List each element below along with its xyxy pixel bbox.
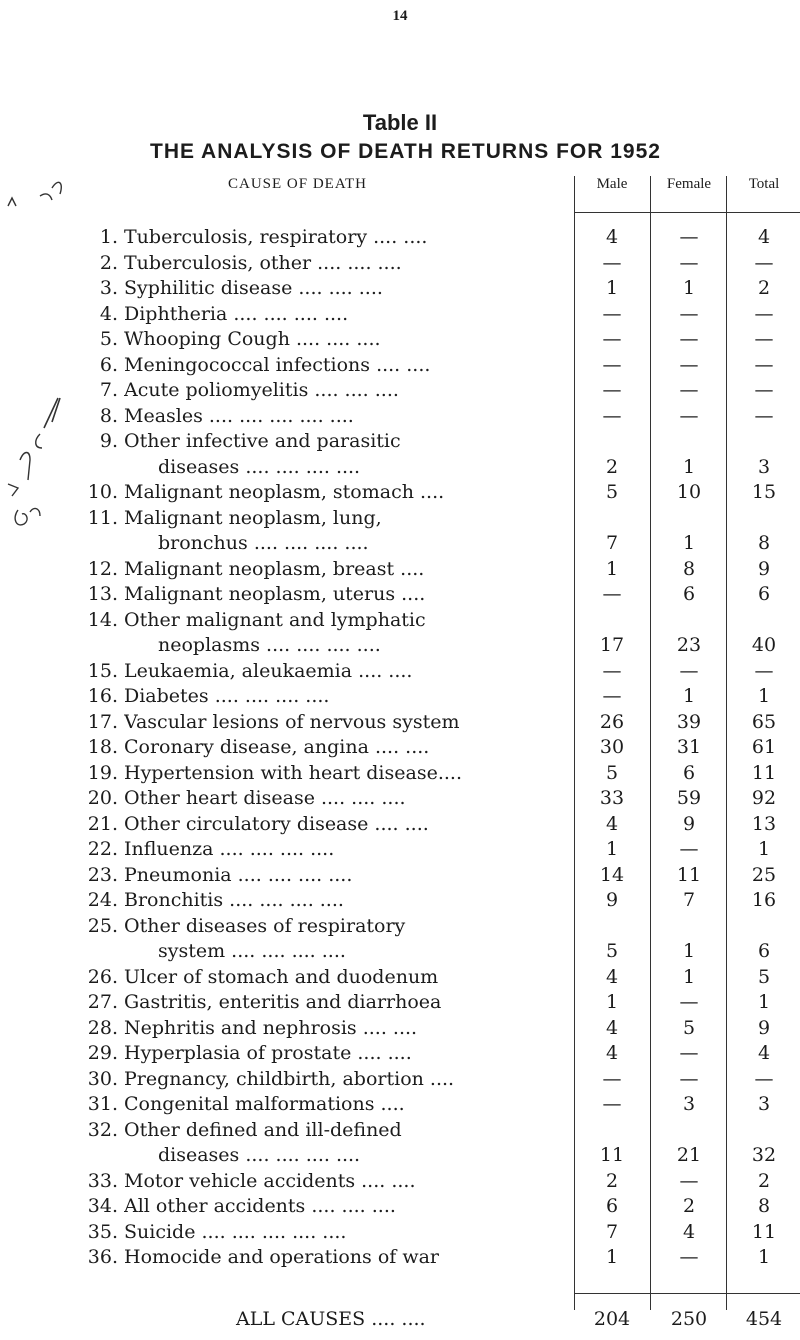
female-count: — xyxy=(679,1042,699,1064)
male-count: — xyxy=(602,659,622,682)
cause-label: Diphtheria .... .... .... .... xyxy=(124,302,349,325)
female-count: — xyxy=(679,353,699,376)
male-count: — xyxy=(602,685,622,707)
male-count: 1 xyxy=(605,277,619,299)
male-count: 1 xyxy=(605,838,619,860)
table-row xyxy=(0,838,800,864)
male-count: 5 xyxy=(605,940,619,962)
row-number: 18. xyxy=(87,736,118,758)
total-count: 4 xyxy=(757,1042,771,1064)
female-count: 2 xyxy=(682,1195,696,1217)
table-row xyxy=(0,1170,800,1196)
total-count: 25 xyxy=(751,863,777,886)
cause-label: Motor vehicle accidents .... .... xyxy=(124,1169,416,1192)
female-count: 1 xyxy=(682,965,696,988)
male-count: 6 xyxy=(605,1195,619,1217)
female-count: 1 xyxy=(682,940,696,962)
cause-label: Vascular lesions of nervous system xyxy=(124,710,460,733)
male-count: 4 xyxy=(605,226,619,248)
male-count: 33 xyxy=(599,787,625,809)
row-number: 28. xyxy=(87,1016,118,1039)
cause-label-continued: system .... .... .... .... xyxy=(158,940,346,962)
male-count: 4 xyxy=(605,1016,619,1039)
cause-label: Coronary disease, angina .... .... xyxy=(124,736,430,758)
cause-label: Diabetes .... .... .... .... xyxy=(124,685,330,707)
male-count: 11 xyxy=(599,1144,625,1166)
row-number: 33. xyxy=(87,1169,118,1192)
cause-label: Syphilitic disease .... .... .... xyxy=(124,277,383,299)
cause-label: Measles .... .... .... .... .... xyxy=(124,404,354,427)
male-count: — xyxy=(602,1067,622,1090)
row-number: 13. xyxy=(87,583,118,605)
table-row xyxy=(0,991,800,1017)
male-count: 2 xyxy=(605,455,619,478)
male-count: 5 xyxy=(605,481,619,503)
table-row xyxy=(0,226,800,252)
total-count: 92 xyxy=(751,787,777,809)
total-count: 1 xyxy=(757,991,771,1013)
row-number: 19. xyxy=(87,761,118,784)
cause-label: Homocide and operations of war xyxy=(124,1246,440,1268)
male-count: — xyxy=(602,1093,622,1115)
row-number: 21. xyxy=(87,812,118,835)
table-row xyxy=(0,481,800,507)
cause-label: Congenital malformations .... xyxy=(124,1093,405,1115)
total-count: 9 xyxy=(757,557,771,580)
total-count: — xyxy=(754,379,774,401)
total-count: 32 xyxy=(751,1144,777,1166)
cause-label: Tuberculosis, respiratory .... .... xyxy=(124,226,428,248)
total-count: 13 xyxy=(751,812,777,835)
total-count: 40 xyxy=(751,634,777,656)
total-count: 3 xyxy=(757,1093,771,1115)
total-count: — xyxy=(754,1067,774,1090)
total-count: — xyxy=(754,328,774,350)
female-count: 7 xyxy=(682,889,696,911)
row-number: 29. xyxy=(87,1042,118,1064)
female-count: 1 xyxy=(682,532,696,554)
cause-label: Other infective and parasitic xyxy=(124,430,401,452)
page-number: 14 xyxy=(392,8,408,24)
female-count: 6 xyxy=(682,761,696,784)
total-count: 1 xyxy=(757,838,771,860)
row-number: 22. xyxy=(87,838,118,860)
female-count: — xyxy=(679,991,699,1013)
female-count: 1 xyxy=(682,277,696,299)
table-row xyxy=(0,889,800,915)
row-number: 14. xyxy=(87,608,118,631)
table-row xyxy=(0,430,800,481)
female-count: 59 xyxy=(676,787,702,809)
table-row xyxy=(0,303,800,329)
row-number: 4. xyxy=(99,302,118,325)
cause-label: Acute poliomyelitis .... .... .... xyxy=(124,379,399,401)
total-overline xyxy=(574,1293,800,1294)
female-count: 11 xyxy=(676,863,702,886)
table-row xyxy=(0,277,800,303)
total-count: 9 xyxy=(757,1016,771,1039)
female-count: 39 xyxy=(676,710,702,733)
table-row xyxy=(0,685,800,711)
table-row xyxy=(0,354,800,380)
table-row xyxy=(0,558,800,584)
male-count: — xyxy=(602,302,622,325)
header-male: Male xyxy=(596,176,628,192)
row-number: 1. xyxy=(99,226,118,248)
table-title: THE ANALYSIS OF DEATH RETURNS FOR 1952 xyxy=(150,140,661,163)
cause-label: Hyperplasia of prostate .... .... xyxy=(124,1042,412,1064)
table-row xyxy=(0,660,800,686)
table-label: Table II xyxy=(362,110,438,135)
row-number: 17. xyxy=(87,710,118,733)
male-count: 7 xyxy=(605,1220,619,1243)
row-number: 34. xyxy=(87,1195,118,1217)
female-count: — xyxy=(679,302,699,325)
table-row xyxy=(0,915,800,966)
row-number: 3. xyxy=(99,277,118,299)
cause-label: Other circulatory disease .... .... xyxy=(124,812,429,835)
row-number: 12. xyxy=(87,557,118,580)
total-count: 1 xyxy=(757,685,771,707)
total-count: 1 xyxy=(757,1246,771,1268)
table-row xyxy=(0,762,800,788)
table-row xyxy=(0,507,800,558)
column-rule-cause xyxy=(574,176,575,1310)
total-count: 3 xyxy=(757,455,771,478)
cause-label-continued: diseases .... .... .... .... xyxy=(158,455,361,478)
table-row xyxy=(0,787,800,813)
total-count: 16 xyxy=(751,889,777,911)
cause-label: Gastritis, enteritis and diarrhoea xyxy=(124,991,442,1013)
row-number: 32. xyxy=(87,1118,118,1141)
total-count: — xyxy=(754,404,774,427)
male-count: — xyxy=(602,583,622,605)
male-count: 26 xyxy=(599,710,625,733)
cause-label: Malignant neoplasm, uterus .... xyxy=(124,583,426,605)
cause-label: Other heart disease .... .... .... xyxy=(124,787,406,809)
cause-label: Malignant neoplasm, breast .... xyxy=(124,557,425,580)
table-row xyxy=(0,711,800,737)
male-count: — xyxy=(602,251,622,274)
female-count: — xyxy=(679,404,699,427)
cause-label: Ulcer of stomach and duodenum xyxy=(124,965,439,988)
total-count: 2 xyxy=(757,1169,771,1192)
male-count: 1 xyxy=(605,557,619,580)
total-count: 11 xyxy=(751,761,777,784)
row-number: 35. xyxy=(87,1220,118,1243)
total-count: 2 xyxy=(757,277,771,299)
table-row xyxy=(0,1093,800,1119)
female-count: — xyxy=(679,379,699,401)
male-count: 9 xyxy=(605,889,619,911)
male-count: 4 xyxy=(605,965,619,988)
total-count: 5 xyxy=(757,965,771,988)
table-row xyxy=(0,736,800,762)
female-count: 8 xyxy=(682,557,696,580)
table-row xyxy=(0,1221,800,1247)
totals-total: 454 xyxy=(745,1308,783,1330)
female-count: 10 xyxy=(676,481,702,503)
cause-label-continued: bronchus .... .... .... .... xyxy=(158,532,369,554)
row-number: 9. xyxy=(99,430,118,452)
cause-label: Influenza .... .... .... .... xyxy=(124,838,335,860)
total-count: 4 xyxy=(757,226,771,248)
total-count: — xyxy=(754,302,774,325)
male-count: — xyxy=(602,328,622,350)
row-number: 7. xyxy=(99,379,118,401)
female-count: 3 xyxy=(682,1093,696,1115)
row-number: 10. xyxy=(87,481,118,503)
header-total: Total xyxy=(748,176,780,192)
total-count: 6 xyxy=(757,940,771,962)
table-row xyxy=(0,1017,800,1043)
female-count: 1 xyxy=(682,685,696,707)
row-number: 8. xyxy=(99,404,118,427)
cause-label: Hypertension with heart disease.... xyxy=(124,761,462,784)
female-count: 21 xyxy=(676,1144,702,1166)
row-number: 26. xyxy=(87,965,118,988)
table-row xyxy=(0,328,800,354)
table-row xyxy=(0,813,800,839)
total-count: 61 xyxy=(751,736,777,758)
female-count: — xyxy=(679,1169,699,1192)
male-count: 4 xyxy=(605,1042,619,1064)
row-number: 6. xyxy=(99,353,118,376)
row-number: 11. xyxy=(87,506,118,529)
male-count: 5 xyxy=(605,761,619,784)
table-row xyxy=(0,1246,800,1272)
table-row xyxy=(0,1195,800,1221)
table-row xyxy=(0,609,800,660)
table-row xyxy=(0,1042,800,1068)
table-row xyxy=(0,1119,800,1170)
male-count: 1 xyxy=(605,1246,619,1268)
cause-label: All other accidents .... .... .... xyxy=(124,1195,396,1217)
totals-label: ALL CAUSES .... .... xyxy=(236,1308,426,1330)
female-count: 4 xyxy=(682,1220,696,1243)
female-count: 5 xyxy=(682,1016,696,1039)
female-count: 1 xyxy=(682,455,696,478)
cause-label: Other diseases of respiratory xyxy=(124,914,406,937)
table-row xyxy=(0,379,800,405)
total-count: — xyxy=(754,659,774,682)
male-count: 2 xyxy=(605,1169,619,1192)
table-row xyxy=(0,864,800,890)
total-count: 65 xyxy=(751,710,777,733)
cause-label: Other defined and ill-defined xyxy=(124,1118,402,1141)
total-count: 11 xyxy=(751,1220,777,1243)
total-count: 8 xyxy=(757,1195,771,1217)
total-count: 8 xyxy=(757,532,771,554)
female-count: — xyxy=(679,838,699,860)
female-count: 9 xyxy=(682,812,696,835)
male-count: 14 xyxy=(599,863,625,886)
row-number: 31. xyxy=(87,1093,118,1115)
row-number: 20. xyxy=(87,787,118,809)
total-count: 6 xyxy=(757,583,771,605)
female-count: — xyxy=(679,1067,699,1090)
female-count: 6 xyxy=(682,583,696,605)
cause-label: Bronchitis .... .... .... .... xyxy=(124,889,344,911)
male-count: 30 xyxy=(599,736,625,758)
cause-label: Meningococcal infections .... .... xyxy=(124,353,431,376)
cause-label: Tuberculosis, other .... .... .... xyxy=(124,251,402,274)
totals-male: 204 xyxy=(593,1308,631,1330)
cause-label: Whooping Cough .... .... .... xyxy=(124,328,381,350)
header-female: Female xyxy=(666,176,712,192)
table-row xyxy=(0,405,800,431)
total-count: 15 xyxy=(751,481,777,503)
table-row xyxy=(0,252,800,278)
female-count: — xyxy=(679,659,699,682)
cause-label: Malignant neoplasm, lung, xyxy=(124,506,382,529)
header-underline-male xyxy=(574,212,650,213)
cause-label: Pregnancy, childbirth, abortion .... xyxy=(124,1067,455,1090)
total-count: — xyxy=(754,353,774,376)
row-number: 25. xyxy=(87,914,118,937)
row-number: 30. xyxy=(87,1067,118,1090)
row-number: 5. xyxy=(99,328,118,350)
male-count: 17 xyxy=(599,634,625,656)
cause-label: Pneumonia .... .... .... .... xyxy=(124,863,353,886)
row-number: 27. xyxy=(87,991,118,1013)
male-count: — xyxy=(602,404,622,427)
table-row xyxy=(0,583,800,609)
header-cause-of-death: CAUSE OF DEATH xyxy=(228,176,368,192)
cause-label-continued: neoplasms .... .... .... .... xyxy=(158,634,381,656)
row-number: 24. xyxy=(87,889,118,911)
cause-label: Suicide .... .... .... .... .... xyxy=(124,1220,347,1243)
row-number: 36. xyxy=(87,1246,118,1268)
table-row xyxy=(0,966,800,992)
female-count: — xyxy=(679,251,699,274)
row-number: 23. xyxy=(87,863,118,886)
total-count: — xyxy=(754,251,774,274)
male-count: — xyxy=(602,379,622,401)
cause-label: Other malignant and lymphatic xyxy=(124,608,426,631)
row-number: 2. xyxy=(99,251,118,274)
row-number: 15. xyxy=(87,659,118,682)
female-count: — xyxy=(679,1246,699,1268)
female-count: 23 xyxy=(676,634,702,656)
row-number: 16. xyxy=(87,685,118,707)
female-count: 31 xyxy=(676,736,702,758)
cause-label: Nephritis and nephrosis .... .... xyxy=(124,1016,418,1039)
cause-label-continued: diseases .... .... .... .... xyxy=(158,1144,361,1166)
male-count: — xyxy=(602,353,622,376)
totals-female: 250 xyxy=(670,1308,708,1330)
cause-label: Malignant neoplasm, stomach .... xyxy=(124,481,445,503)
male-count: 4 xyxy=(605,812,619,835)
table-row xyxy=(0,1068,800,1094)
cause-label: Leukaemia, aleukaemia .... .... xyxy=(124,659,413,682)
female-count: — xyxy=(679,226,699,248)
female-count: — xyxy=(679,328,699,350)
male-count: 7 xyxy=(605,532,619,554)
header-underline-female xyxy=(650,212,800,213)
male-count: 1 xyxy=(605,991,619,1013)
